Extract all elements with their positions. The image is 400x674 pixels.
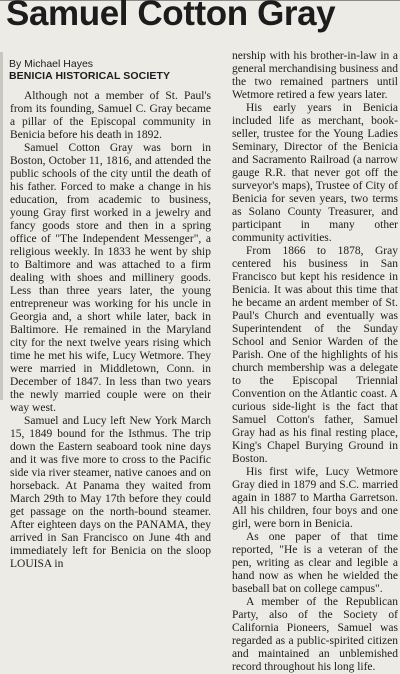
paragraph: As one paper of that time reported, "He is a veteran of the pen, writing as clear and legible a hand now as when he wielded the baseball bat on college campus".	[232, 531, 398, 595]
paragraph: His first wife, Lucy Wetmore Gray died in 1879 and S.C. married again in 1887 to Martha Garretson. All his children, four boys and one girl, were born in Benicia.	[232, 466, 398, 530]
byline	[9, 58, 211, 82]
paragraph: From 1866 to 1878, Gray centered his business in San Francisco but kept his residence in Benicia. It was about this time that he became an ardent member of St. Paul's Church and eventually was Superintendent of the Sunday School and Senior Warden of the Parish. One of the highlights of his church membership was a delegate to the Episcopal Triennial Convention on the Atlantic coast. A curious side-light is the fact that Samuel Cotton's father, Samuel Gray had as his final resting place, King's Chapel Burying Ground in Boston.	[232, 245, 398, 465]
paragraph: Samuel Cotton Gray was born in Boston, October 11, 1816, and attended the public schools of the city until the death of his father. Forced to make a change in his education, from academic to business, young Gray first worked in a jewelry and fancy goods store and then in a spring office of "The Independent Messenger", a religious weekly. In 1833 he went by ship to Baltimore and was attached to a firm dealing with shoes and millinery goods. Less than three years later, the young entrepreneur was working for his uncle in Georgia and, a short while later, back in Baltimore. He remained in the Maryland city for the next twelve years rising which time he met his wife, Lucy Wetmore. They were married in Middletown, Conn. in December of 1847. In less than two years the newly married couple were on their way west.	[10, 142, 211, 414]
paragraph: His early years in Benicia included life as merchant, book-seller, trustee for the Young Ladies Seminary, Director of the Benicia and Sacramento Railroad (a narrow gauge R.R. that never got off the surveyor's maps), Trustee of City of Benicia for seven years, two terms as Solano County Treasurer, and participant in many other community activities.	[232, 102, 398, 244]
paragraph: A member of the Republican Party, also of the Society of California Pioneers, Samuel was regarded as a public-spirited citizen and maintained an unblemished record throughout his long life.	[232, 596, 398, 673]
left-column	[0, 46, 211, 570]
byline-org: BENICIA HISTORICAL SOCIETY	[9, 70, 171, 82]
paragraph: Although not a member of St. Paul's from its founding, Samuel C. Gray became a pillar of the Episcopal community in Benicia before his death in 1892.	[10, 90, 211, 141]
paragraph-continued: nership with his brother-in-law in a general merchandising business and the two remained partners until Wetmore retired a few years later.	[232, 50, 398, 101]
right-column	[232, 46, 398, 673]
article-headline: Samuel Cotton Gray	[6, 0, 336, 33]
byline-author: By Michael Hayes	[9, 58, 94, 70]
paragraph: Samuel and Lucy left New York March 15, 1849 bound for the Isthmus. The trip down the Eastern seaboard took nine days and it was five more to cross to the Pacific side via river steamer, native canoes and on horseback. At Panama they waited from March 29th to May 17th before they could get passage on the north-bound steamer. After eighteen days on the PANAMA, they arrived in San Francisco on June 4th and immediately left for Benicia on the sloop LOUISA in	[10, 415, 211, 570]
